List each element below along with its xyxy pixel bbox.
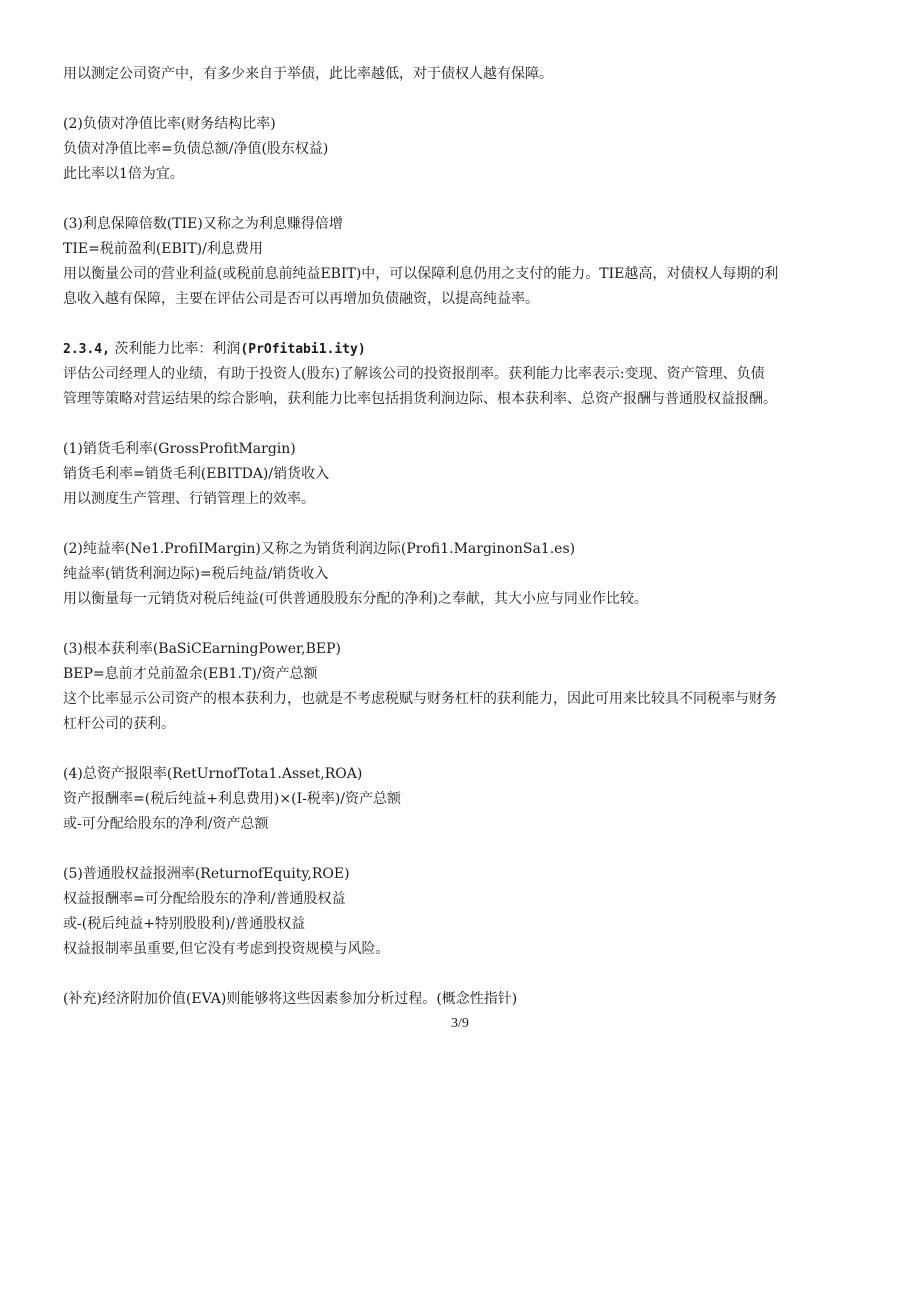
section-heading-title-cn: 茨利能力比率：利润	[114, 341, 241, 357]
spacer	[63, 737, 863, 762]
gross-margin-formula: 销货毛利率=销货毛利(EBITDA)/销货收入	[63, 466, 330, 482]
spacer	[63, 612, 863, 637]
supplement-note: (补充)经济附加价值(EVA)则能够将这些因素参加分析过程。(概念性指针)	[63, 991, 518, 1007]
roe-formula-1: 权益报酬率=可分配给股东的净利/普通股权益	[63, 891, 346, 907]
profitability-intro-line-1: 评估公司经理人的业绩，有助于投资人(股东)了解该公司的投资报削率。获利能力比率表示:变现、资产管理、负债	[63, 366, 765, 382]
net-margin-formula: 纯益率(销货利涧边际)=税后纯益/销货收入	[63, 566, 329, 582]
section-3-desc-line-2: 息收入越有保障，主要在评估公司是否可以再增加负债融资，以提高纯益率。	[63, 291, 539, 307]
roa-formula-1: 资产报酬率=(税后纯益+利息费用)×(I-税率)/资产总额	[63, 791, 402, 807]
section-heading-title-en: (PrOfitabi1.ity)	[240, 342, 366, 357]
spacer	[63, 312, 863, 337]
intro-line: 用以测定公司资产中，有多少来自于举债，此比率越低，对于债权人越有保障。	[63, 66, 553, 82]
bep-desc-line-2: 杠杆公司的获利。	[63, 716, 175, 732]
section-2-title: (2)负债对净值比率(财务结构比率)	[63, 116, 276, 132]
roe-formula-2: 或-(税后纯益+特别股股利)/普通股权益	[63, 916, 306, 932]
page-number: 3/9	[451, 1016, 469, 1031]
gross-margin-desc: 用以测度生产管理、行销管理上的效率。	[63, 491, 315, 507]
section-3-title: (3)利息保障倍数(TIE)又称之为利息赚得倍增	[63, 216, 343, 232]
spacer	[63, 837, 863, 862]
roe-note: 权益报制率虽重要,但它没有考虑到投资规模与风险。	[63, 941, 390, 957]
bep-title: (3)根本获利率(BaSiCEarningPower,BEP)	[63, 641, 341, 657]
spacer	[63, 412, 863, 437]
profitability-intro-line-2: 管理等策略对营运结果的综合影响，获利能力比率包括捐货利涧边际、根本获利率、总资产报酬与普通股权益报酬。	[63, 391, 777, 407]
spacer	[63, 962, 863, 987]
roa-formula-2: 或-可分配给股东的净利/资产总额	[63, 816, 269, 832]
section-3-desc-line-1: 用以衡量公司的营业利益(或税前息前纯益EBIT)中，可以保障利息仍用之支付的能力。TIE越高，对债权人每期的利	[63, 266, 779, 282]
section-2-note: 此比率以1倍为宜。	[63, 166, 184, 182]
net-margin-title: (2)纯益率(Ne1.ProfiIMargin)又称之为销货利润边际(Profi1.MarginonSa1.es)	[63, 541, 576, 557]
spacer	[63, 87, 863, 112]
spacer	[63, 512, 863, 537]
bep-desc-line-1: 这个比率显示公司资产的根本获利力，也就是不考虑税赋与财务杠杆的获利能力，因此可用来比较具不同税率与财务	[63, 691, 777, 707]
section-2-formula: 负债对净值比率=负债总额/净值(股东权益)	[63, 141, 329, 157]
gross-margin-title: (1)销货毛利率(GrossProfitMargin)	[63, 441, 296, 457]
section-heading-number: 2.3.4,	[63, 342, 110, 357]
spacer	[63, 187, 863, 212]
bep-formula: BEP=息前才兑前盈余(EB1.T)/资产总额	[63, 666, 318, 682]
document-body	[63, 62, 863, 1012]
roe-title: (5)普通股权益报洲率(ReturnofEquity,ROE)	[63, 866, 350, 882]
section-3-formula: TIE=税前盈利(EBIT)/利息费用	[63, 241, 263, 257]
net-margin-desc: 用以衡量每一元销货对税后纯益(可供普通股股东分配的净利)之奉献，其大小应与同业作比较。	[63, 591, 648, 607]
section-heading-2-3-4	[63, 337, 863, 362]
roa-title: (4)总资产报限率(RetUrnofTota1.Asset,ROA)	[63, 766, 363, 782]
